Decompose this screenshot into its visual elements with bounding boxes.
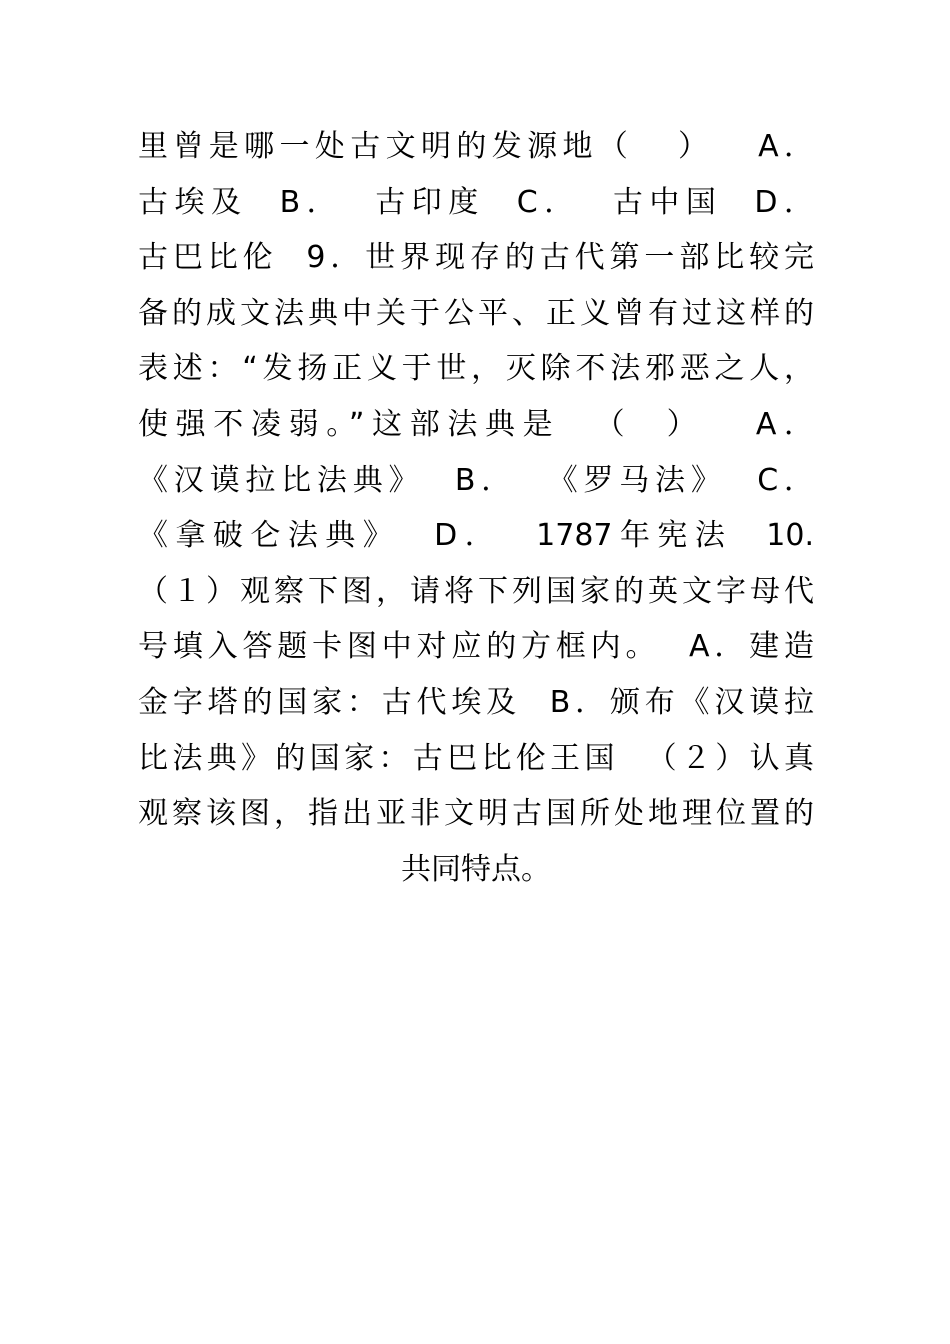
text-line-6: 使强不凌弱。”这部法典是 （ ） A． xyxy=(138,406,814,442)
text-line-14: 共同特点。 xyxy=(401,851,551,887)
text-line-12: 比法典》的国家：古巴比伦王国 （２）认真 xyxy=(138,740,814,776)
text-line-2: 古埃及 B． 古印度 C． 古中国 D． xyxy=(138,184,814,220)
text-line-5: 表述：“发扬正义于世，灭除不法邪恶之人， xyxy=(138,351,814,387)
text-line-9: （１）观察下图，请将下列国家的英文字母代 xyxy=(138,573,814,609)
text-line-1: 里曾是哪一处古文明的发源地（ ） A． xyxy=(138,129,814,164)
text-line-10: 号填入答题卡图中对应的方框内。 A．建造 xyxy=(138,629,814,665)
text-line-3: 古巴比伦 9．世界现存的古代第一部比较完 xyxy=(138,240,814,276)
text-line-11: 金字塔的国家：古代埃及 B．颁布《汉谟拉 xyxy=(138,684,814,720)
text-line-4: 备的成文法典中关于公平、正义曾有过这样的 xyxy=(138,295,814,331)
question-text-block xyxy=(138,119,814,897)
text-line-8: 《拿破仑法典》 D． 1787年宪法 10. xyxy=(138,518,814,554)
text-line-7: 《汉谟拉比法典》 B． 《罗马法》 C． xyxy=(138,462,814,498)
text-line-13: 观察该图，指出亚非文明古国所处地理位置的 xyxy=(138,796,814,832)
